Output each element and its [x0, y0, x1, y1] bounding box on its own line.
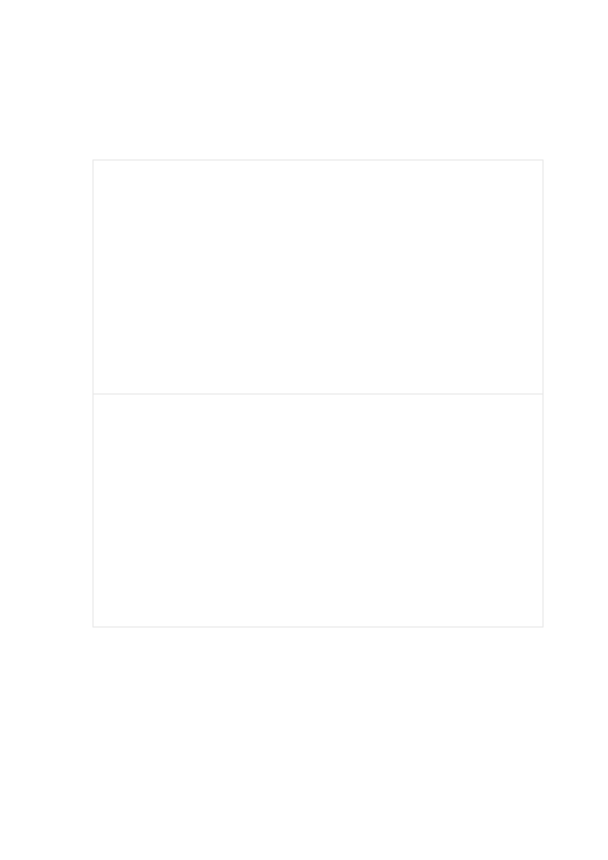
position-plot	[0, 0, 543, 394]
